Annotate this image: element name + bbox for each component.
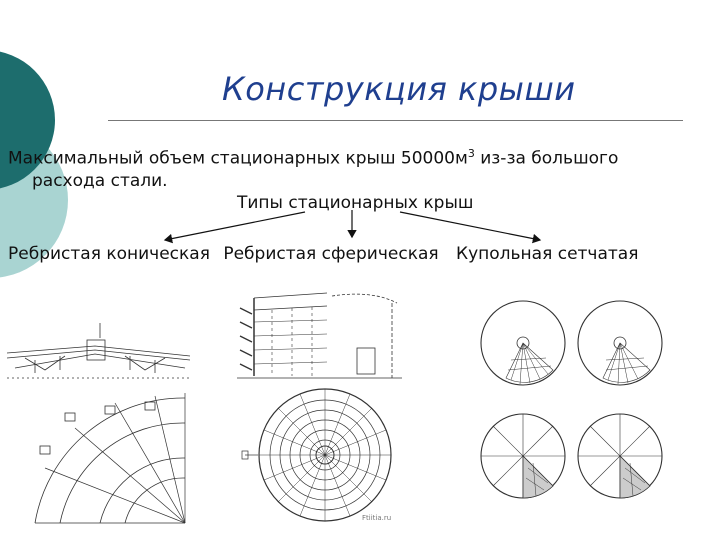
arrow-right <box>400 212 540 240</box>
ribbed-spherical-elevation <box>232 288 407 388</box>
watermark: Ftiitia.ru <box>362 514 392 522</box>
arrow-left <box>165 212 305 240</box>
types-heading: Типы стационарных крыш <box>237 193 474 213</box>
dome-mesh-drawings <box>478 298 663 523</box>
type-ribbed-conical: Ребристая коническая <box>8 244 210 264</box>
description-text <box>8 143 688 192</box>
ribbed-spherical-plan <box>240 388 405 538</box>
type-dome-mesh: Купольная сетчатая <box>456 244 639 264</box>
slide-title: Конструкция крыши <box>222 70 576 108</box>
description-line-2: расхода стали. <box>32 170 168 191</box>
description-line-1: Максимальный объем стационарных крыш $50000м^3$ из-за большого <box>8 147 619 169</box>
roof-types-row <box>8 244 646 264</box>
type-ribbed-spherical: Ребристая сферическая <box>223 244 439 264</box>
ribbed-conical-drawing <box>5 318 195 526</box>
title-underline <box>108 120 683 121</box>
